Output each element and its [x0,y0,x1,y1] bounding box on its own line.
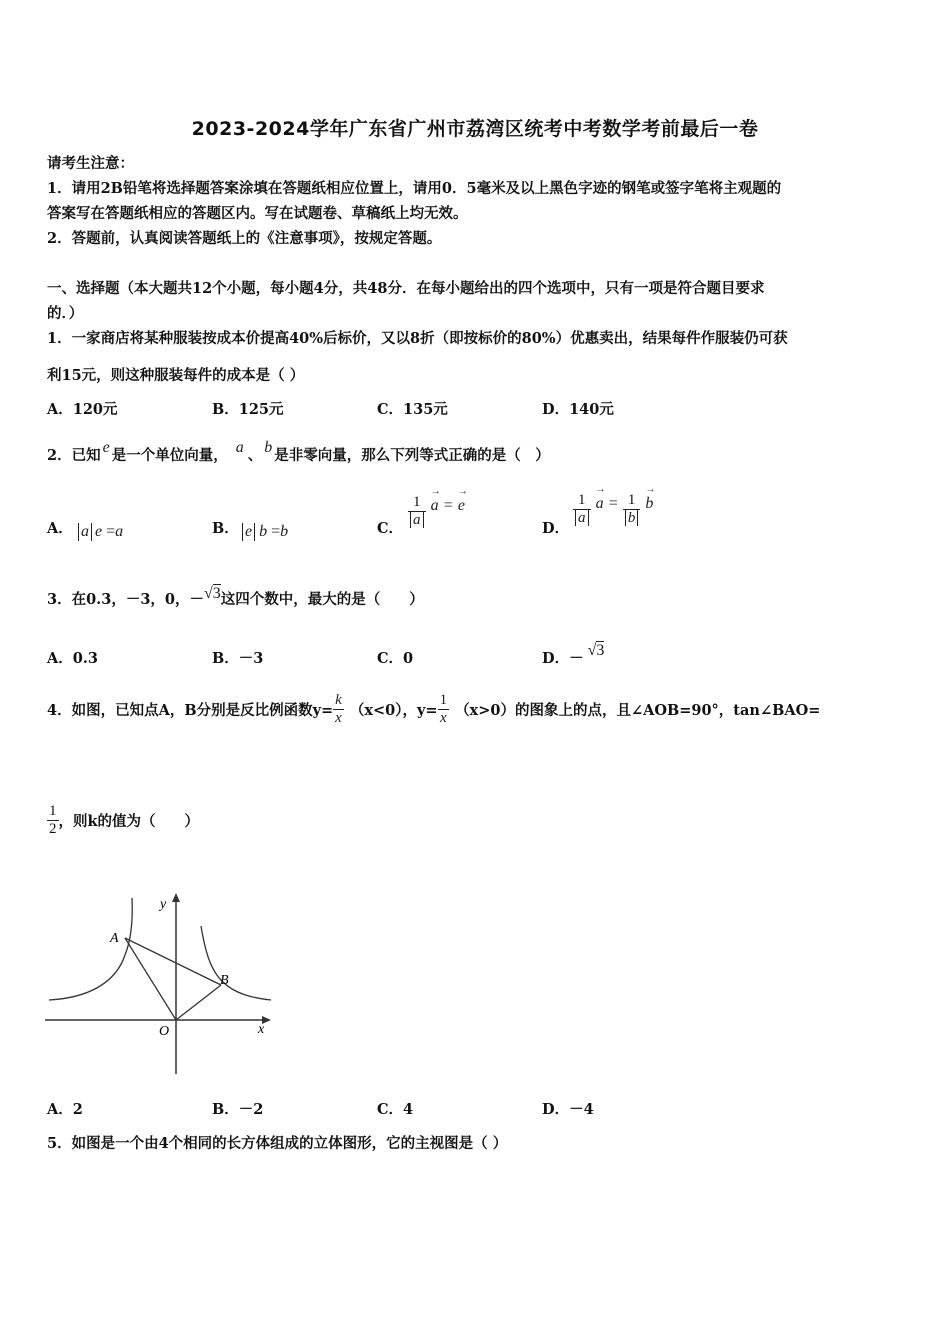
q2-option-b-formula[interactable]: e b =b [242,523,288,541]
q2-var-a: a [235,439,244,456]
q2-option-a-formula[interactable]: a e =a [78,523,123,541]
q2-sep: 、 [247,447,263,464]
q2-mid: 是一个单位向量， [111,447,228,464]
q2-option-d-formula[interactable]: $\frac{1}{a}$ → a = $\frac{1}{b}$ → b [573,492,653,526]
q4-option-b[interactable]: B．－2 [212,1101,264,1118]
notice-line-2: 2．答题前，认真阅读答题纸上的《注意事项》，按规定答题。 [47,230,442,247]
q1-text-b: 利15元，则这种服装每件的成本是（ ） [47,367,305,384]
y-axis-arrow [172,893,180,902]
q3-option-b[interactable]: B．－3 [212,650,264,667]
q1-option-a[interactable]: A．120元 [47,401,118,418]
q3-option-d[interactable]: D．－ √3 [542,642,605,667]
q4-prefix: 4．如图，已知点A，B分别是反比例函数y= [47,701,334,719]
q4-mid2: （x>0）的图象上的点，且∠AOB=90°，tan∠BAO= [455,701,821,719]
q2-label-c[interactable]: C． [377,520,404,537]
notice-heading: 请考生注意： [47,155,134,172]
q4-frac-k-over-x: $\frac{k}{x}$ [335,692,342,726]
q2-label-a[interactable]: A． [47,520,73,537]
q2-var-e: e [102,439,110,456]
q1-option-d[interactable]: D．140元 [542,401,614,418]
q1-option-b[interactable]: B．125元 [212,401,284,418]
q4-suffix: ，则k的值为（ ） [58,812,200,830]
q4-option-d[interactable]: D．－4 [542,1101,594,1118]
q2-var-b: b [264,439,273,456]
q3-option-a[interactable]: A．0.3 [47,650,98,667]
q2-prefix: 2．已知 [47,447,101,464]
q3-suffix: 这四个数中，最大的是（ ） [220,591,424,608]
q2-stem [47,439,550,465]
q5-stem: 5．如图是一个由4个相同的长方体组成的立体图形，它的主视图是（ ） [47,1135,508,1152]
q2-option-c-formula[interactable]: $\frac{1}{a}$ → a = → e [408,494,465,528]
q3-sqrt: √3 [204,585,221,602]
q3-prefix: 3．在0.3，－3，0，－ [47,591,204,608]
q4-frac-1-over-x: $\frac{1}{x}$ [439,692,448,726]
page-title: 2023-2024学年广东省广州市荔湾区统考中考数学考前最后一卷 [191,118,759,140]
label-o: O [159,1024,170,1039]
notice-line-1a: 1．请用2B铅笔将选择题答案涂填在答题纸相应位置上，请用0．5毫米及以上黑色字迹的钢笔或签字笔将主观题的 [47,180,782,197]
q2-label-b[interactable]: B． [212,520,239,537]
q2-suffix: 是非零向量，那么下列等式正确的是（ ） [274,447,550,464]
q4-option-a[interactable]: A．2 [47,1101,83,1118]
q3-stem [47,585,424,609]
segment-ob [176,985,221,1020]
right-curve [201,926,271,1000]
left-curve [49,898,132,1000]
q4-stem [47,692,820,726]
label-b: B [220,973,229,988]
q4-stem-cont [47,803,199,837]
q1-text-a: 1．一家商店将某种服装按成本价提高40%后标价，又以8折（即按标价的80%）优惠卖出，结果每件作服装仍可获 [47,330,788,347]
q4-mid1: （x<0），y= [349,701,438,719]
q4-frac-half: $\frac{1}{2}$ [49,803,57,837]
label-a: A [110,931,119,946]
label-x: x [258,1022,265,1037]
notice-line-1b: 答案写在答题纸相应的答题区内。写在试题卷、草稿纸上均无效。 [47,205,468,222]
label-y: y [160,897,167,912]
q4-figure [45,890,273,1075]
q3-option-c[interactable]: C．0 [377,650,414,667]
q4-option-c[interactable]: C．4 [377,1101,414,1118]
section-heading-a: 一、选择题（本大题共12个小题，每小题4分，共48分．在每小题给出的四个选项中，只有一项是符合题目要求 [47,280,765,297]
section-heading-b: 的．） [47,305,84,322]
q2-label-d[interactable]: D． [542,520,570,537]
q1-option-c[interactable]: C．135元 [377,401,448,418]
